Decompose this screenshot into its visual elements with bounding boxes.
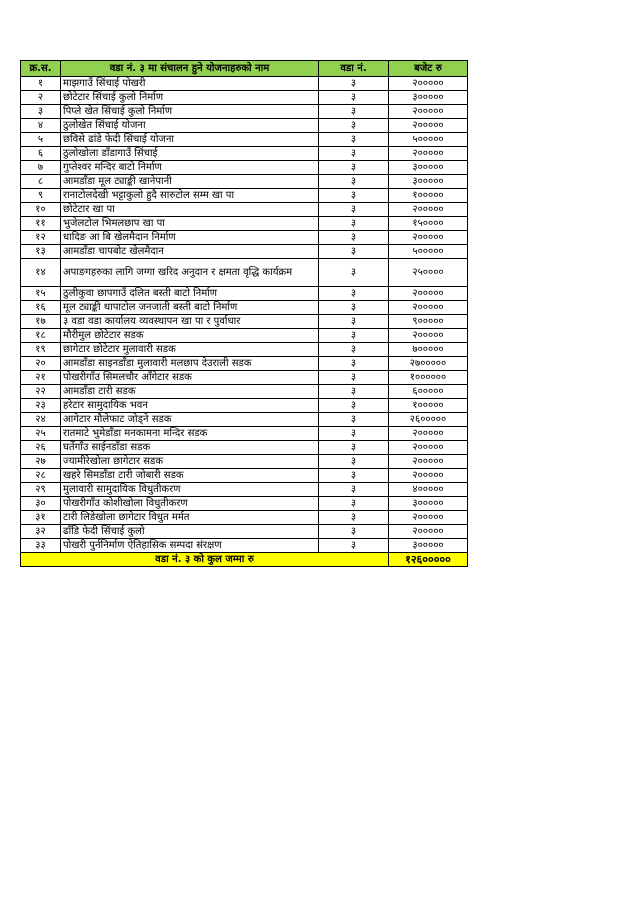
row-ward-number: ३ [319,399,389,413]
row-project-name: मौरीमुल छोटेटार सडक [61,329,319,343]
table-row [21,259,468,287]
row-serial-number: ५ [21,133,61,147]
row-ward-number: ३ [319,343,389,357]
row-serial-number: २ [21,91,61,105]
row-project-name: ठुलीकुवा छापगाउँ दलित बस्ती बाटो निर्माण [61,287,319,301]
row-ward-number: ३ [319,469,389,483]
total-row [21,553,468,567]
row-serial-number: ११ [21,217,61,231]
row-serial-number: २७ [21,455,61,469]
row-ward-number: ३ [319,525,389,539]
row-budget: २००००० [389,427,468,441]
row-ward-number: ३ [319,315,389,329]
budget-table [20,60,468,567]
table-row [21,91,468,105]
row-budget: ५००००० [389,133,468,147]
row-project-name: ढाँडि फेदी सिंचाई कुलो [61,525,319,539]
table-row [21,315,468,329]
row-project-name: टारी लिडेखोला छागेटार विधुत मर्मत [61,511,319,525]
total-label: वडा नं. ३ को कुल जम्मा रु [21,553,389,567]
table-row [21,161,468,175]
table-row [21,469,468,483]
header-budget: बजेट रु [389,61,468,77]
row-ward-number: ३ [319,441,389,455]
header-row [21,61,468,77]
row-budget: २००००० [389,231,468,245]
row-serial-number: १ [21,77,61,91]
row-project-name: गुप्तेश्वर मन्दिर बाटो निर्माण [61,161,319,175]
row-ward-number: ३ [319,77,389,91]
row-ward-number: ३ [319,189,389,203]
row-serial-number: १९ [21,343,61,357]
row-ward-number: ३ [319,301,389,315]
row-serial-number: १८ [21,329,61,343]
row-budget: २५०००० [389,259,468,287]
row-ward-number: ३ [319,203,389,217]
row-serial-number: २१ [21,371,61,385]
row-budget: ३००००० [389,175,468,189]
row-budget: ३००००० [389,539,468,553]
row-serial-number: २८ [21,469,61,483]
row-serial-number: १४ [21,259,61,287]
row-budget: २००००० [389,203,468,217]
row-serial-number: १५ [21,287,61,301]
row-serial-number: २४ [21,413,61,427]
row-ward-number: ३ [319,329,389,343]
table-row [21,413,468,427]
row-budget: २००००० [389,287,468,301]
row-ward-number: ३ [319,483,389,497]
row-budget: ३००००० [389,161,468,175]
row-ward-number: ३ [319,455,389,469]
row-budget: २००००० [389,455,468,469]
row-ward-number: ३ [319,119,389,133]
row-ward-number: ३ [319,147,389,161]
row-project-name: खहरे सिमडाँडा टारी जोबारी सडक [61,469,319,483]
table-row [21,511,468,525]
row-project-name: ज्यामीरेखोला छागेटार सडक [61,455,319,469]
row-ward-number: ३ [319,385,389,399]
row-ward-number: ३ [319,371,389,385]
row-project-name: रानाटोलदेखी भट्टाकुलो हुदै सारुटोल सम्म खा पा [61,189,319,203]
row-serial-number: १० [21,203,61,217]
table-row [21,539,468,553]
table-header [21,61,468,77]
row-ward-number: ३ [319,511,389,525]
row-ward-number: ३ [319,497,389,511]
row-budget: २००००० [389,147,468,161]
row-serial-number: ३ [21,105,61,119]
table-row [21,217,468,231]
row-serial-number: ८ [21,175,61,189]
row-project-name: ठुलोखोला डाँडागाउँ सिंचाई [61,147,319,161]
row-serial-number: ३२ [21,525,61,539]
row-ward-number: ३ [319,217,389,231]
row-budget: १०००००० [389,371,468,385]
row-budget: ७००००० [389,343,468,357]
row-project-name: मूल ट्याङ्की थापाटोल जनजाती बस्ती बाटो निर्माण [61,301,319,315]
row-budget: २००००० [389,329,468,343]
row-project-name: माझगाउँ सिंचाई पोखरी [61,77,319,91]
row-budget: २००००० [389,301,468,315]
table-row [21,427,468,441]
row-serial-number: २२ [21,385,61,399]
row-budget: १००००० [389,189,468,203]
table-row [21,203,468,217]
row-ward-number: ३ [319,175,389,189]
row-ward-number: ३ [319,133,389,147]
row-serial-number: ६ [21,147,61,161]
row-serial-number: २३ [21,399,61,413]
table-row [21,119,468,133]
header-project-name: वडा नं. ३ मा संचालन हुने योजनाहरुको नाम [61,61,319,77]
row-serial-number: २० [21,357,61,371]
table-row [21,105,468,119]
row-budget: २००००० [389,469,468,483]
table-footer [21,553,468,567]
row-project-name: मुलावारी सामुदायिक विधुतीकरण [61,483,319,497]
row-serial-number: ४ [21,119,61,133]
table-row [21,525,468,539]
row-serial-number: ३१ [21,511,61,525]
header-ward-number: वडा नं. [319,61,389,77]
row-ward-number: ३ [319,413,389,427]
row-project-name: अपाङगहरुका लागि जग्गा खरिद अनुदान र क्षमता वृद्धि कार्यक्रम [61,259,319,287]
row-serial-number: १३ [21,245,61,259]
table-row [21,147,468,161]
header-serial-number: क्र.स. [21,61,61,77]
table-row [21,287,468,301]
table-row [21,245,468,259]
row-serial-number: १७ [21,315,61,329]
total-value: १२६००००० [389,553,468,567]
table-row [21,189,468,203]
row-project-name: रातमाटे भुमेडाँडा मनकामना मन्दिर सडक [61,427,319,441]
row-ward-number: ३ [319,287,389,301]
table-row [21,371,468,385]
table-row [21,77,468,91]
row-serial-number: १६ [21,301,61,315]
row-project-name: पोखरी पुर्ननिर्माण ऐतिहासिक सम्पदा संरक्षण [61,539,319,553]
row-budget: ३००००० [389,91,468,105]
row-project-name: पिप्ले खेत सिंचाई कुलो निर्माण [61,105,319,119]
table-row [21,133,468,147]
table-row [21,385,468,399]
table-row [21,399,468,413]
row-budget: २००००० [389,119,468,133]
row-ward-number: ३ [319,245,389,259]
table-row [21,329,468,343]
row-project-name: घर्तेगाँउ साईनडाँडा सडक [61,441,319,455]
table-row [21,483,468,497]
row-budget: २००००० [389,511,468,525]
row-project-name: धादिङ आ बि खेलमैदान निर्माण [61,231,319,245]
row-ward-number: ३ [319,259,389,287]
row-project-name: छोटेटार सिंचाई कुलो निर्माण [61,91,319,105]
row-project-name: आमडाँडा टारी सडक [61,385,319,399]
row-project-name: ३ वडा वडा कार्यालय व्यवस्थापन खा पा र पुर्वाधार [61,315,319,329]
row-serial-number: १२ [21,231,61,245]
row-budget: ४००००० [389,483,468,497]
row-serial-number: ३० [21,497,61,511]
row-ward-number: ३ [319,427,389,441]
table-row [21,175,468,189]
row-project-name: छोटेटार खा पा [61,203,319,217]
row-ward-number: ३ [319,91,389,105]
row-budget: २००००० [389,525,468,539]
row-ward-number: ३ [319,231,389,245]
table-row [21,455,468,469]
row-budget: ९००००० [389,315,468,329]
row-project-name: पोखरीगाँउ कोशीखोला विधुतीकरण [61,497,319,511]
table-row [21,343,468,357]
row-serial-number: २६ [21,441,61,455]
row-serial-number: ३३ [21,539,61,553]
row-ward-number: ३ [319,105,389,119]
table-row [21,357,468,371]
table-row [21,301,468,315]
table-row [21,497,468,511]
row-budget: ५००००० [389,245,468,259]
row-budget: २००००० [389,77,468,91]
row-ward-number: ३ [319,357,389,371]
table-body [21,77,468,553]
row-budget: ३००००० [389,497,468,511]
row-project-name: भुजेलटोल भिमलछाप खा पा [61,217,319,231]
row-project-name: आगेटार मौलेफाट जोड्ने सडक [61,413,319,427]
row-project-name: आमडाँडा साइनडाँडा मुलावारी मलछाप देउराली सडक [61,357,319,371]
row-project-name: छागेटार छोटेटार मुलावारी सडक [61,343,319,357]
row-budget: १५०००० [389,217,468,231]
row-budget: २००००० [389,441,468,455]
row-project-name: छविसे ढांडे फेदी सिंचाई योजना [61,133,319,147]
row-budget: २७००००० [389,357,468,371]
row-budget: ६००००० [389,385,468,399]
row-budget: २००००० [389,105,468,119]
row-budget: २६००००० [389,413,468,427]
row-project-name: आमडाँडा चापबोट खेलमैदान [61,245,319,259]
row-serial-number: २५ [21,427,61,441]
row-project-name: ठुलोखेत सिंचाई योजना [61,119,319,133]
row-project-name: हरेटार सामुदायिक भवन [61,399,319,413]
row-serial-number: २९ [21,483,61,497]
row-project-name: आमडाँडा मूल ट्याङ्की खानेपानी [61,175,319,189]
row-ward-number: ३ [319,161,389,175]
table-row [21,231,468,245]
row-ward-number: ३ [319,539,389,553]
row-budget: १००००० [389,399,468,413]
row-serial-number: ९ [21,189,61,203]
table-row [21,441,468,455]
row-serial-number: ७ [21,161,61,175]
row-project-name: पोखरीगाँउ सिमलचौर आँगेटार सडक [61,371,319,385]
